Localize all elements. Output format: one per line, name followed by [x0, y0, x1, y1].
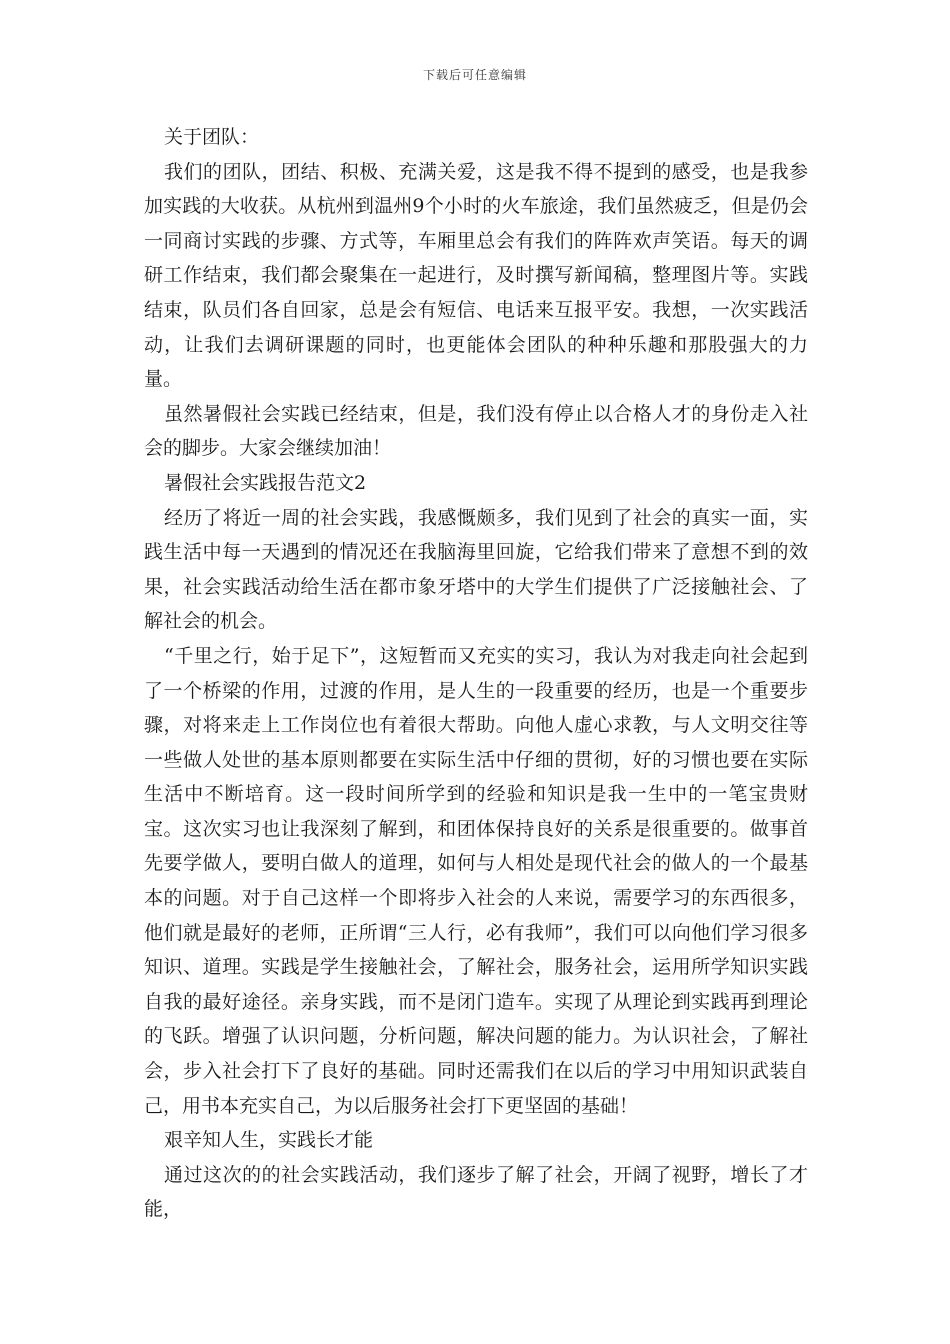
paragraph-activity: 通过这次的的社会实践活动，我们逐步了解了社会，开阔了视野，增长了才能， — [144, 1163, 808, 1221]
document-body — [144, 120, 808, 1227]
paragraph-team: 我们的团队，团结、积极、充满关爱，这是我不得不提到的感受，也是我参加实践的大收获。从杭州到温州9个小时的火车旅途，我们虽然疲乏，但是仍会一同商讨实践的步骤、方式等，车厢里总会有我们的阵阵欢声笑语。每天的调研工作结束，我们都会聚集在一起进行，及时撰写新闻稿，整理图片等。实践结束，队员们各自回家，总是会有短信、电话来互报平安。我想，一次实践活动，让我们去调研课题的同时，也更能体会团队的种种乐趣和那股强大的力量。 — [144, 160, 808, 391]
paragraph-journey: “千里之行，始于足下”，这短暂而又充实的实习，我认为对我走向社会起到了一个桥梁的作用，过渡的作用，是人生的一段重要的经历，也是一个重要步骤，对将来走上工作岗位也有着很大帮助。向他人虚心求教，与人文明交往等一些做人处世的基本原则都要在实际生活中仔细的贯彻，好的习惯也要在实际生活中不断培育。这一段时间所学到的经验和知识是我一生中的一笔宝贵财宝。这次实习也让我深刻了解到，和团体保持良好的关系是很重要的。做事首先要学做人，要明白做人的道理，如何与人相处是现代社会的做人的一个最基本的问题。对于自己这样一个即将步入社会的人来说，需要学习的东西很多，他们就是最好的老师，正所谓“三人行，必有我师”，我们可以向他们学习很多知识、道理。实践是学生接触社会，了解社会，服务社会，运用所学知识实践自我的最好途径。亲身实践，而不是闭门造车。实现了从理论到实践再到理论的飞跃。增强了认识问题，分析问题，解决问题的能力。为认识社会，了解社会，步入社会打下了良好的基础。同时还需我们在以后的学习中用知识武装自己，用书本充实自己，为以后服务社会打下更坚固的基础！ — [144, 644, 808, 1117]
paragraph-conclusion: 虽然暑假社会实践已经结束，但是，我们没有停止以合格人才的身份走入社会的脚步。大家会继续加油！ — [144, 402, 808, 460]
page-header: 下载后可任意编辑 — [422, 68, 527, 82]
section-heading-team: 关于团队： — [164, 126, 260, 148]
paragraph-experience: 经历了将近一周的社会实践，我感慨颇多，我们见到了社会的真实一面，实践生活中每一天遇到的情况还在我脑海里回旋，它给我们带来了意想不到的效果，社会实践活动给生活在都市象牙塔中的大学生们提供了广泛接触社会、了解社会的机会。 — [144, 506, 808, 633]
section-heading-report-2: 暑假社会实践报告范文2 — [164, 471, 367, 494]
section-heading-hardship: 艰辛知人生，实践长才能 — [164, 1129, 374, 1152]
